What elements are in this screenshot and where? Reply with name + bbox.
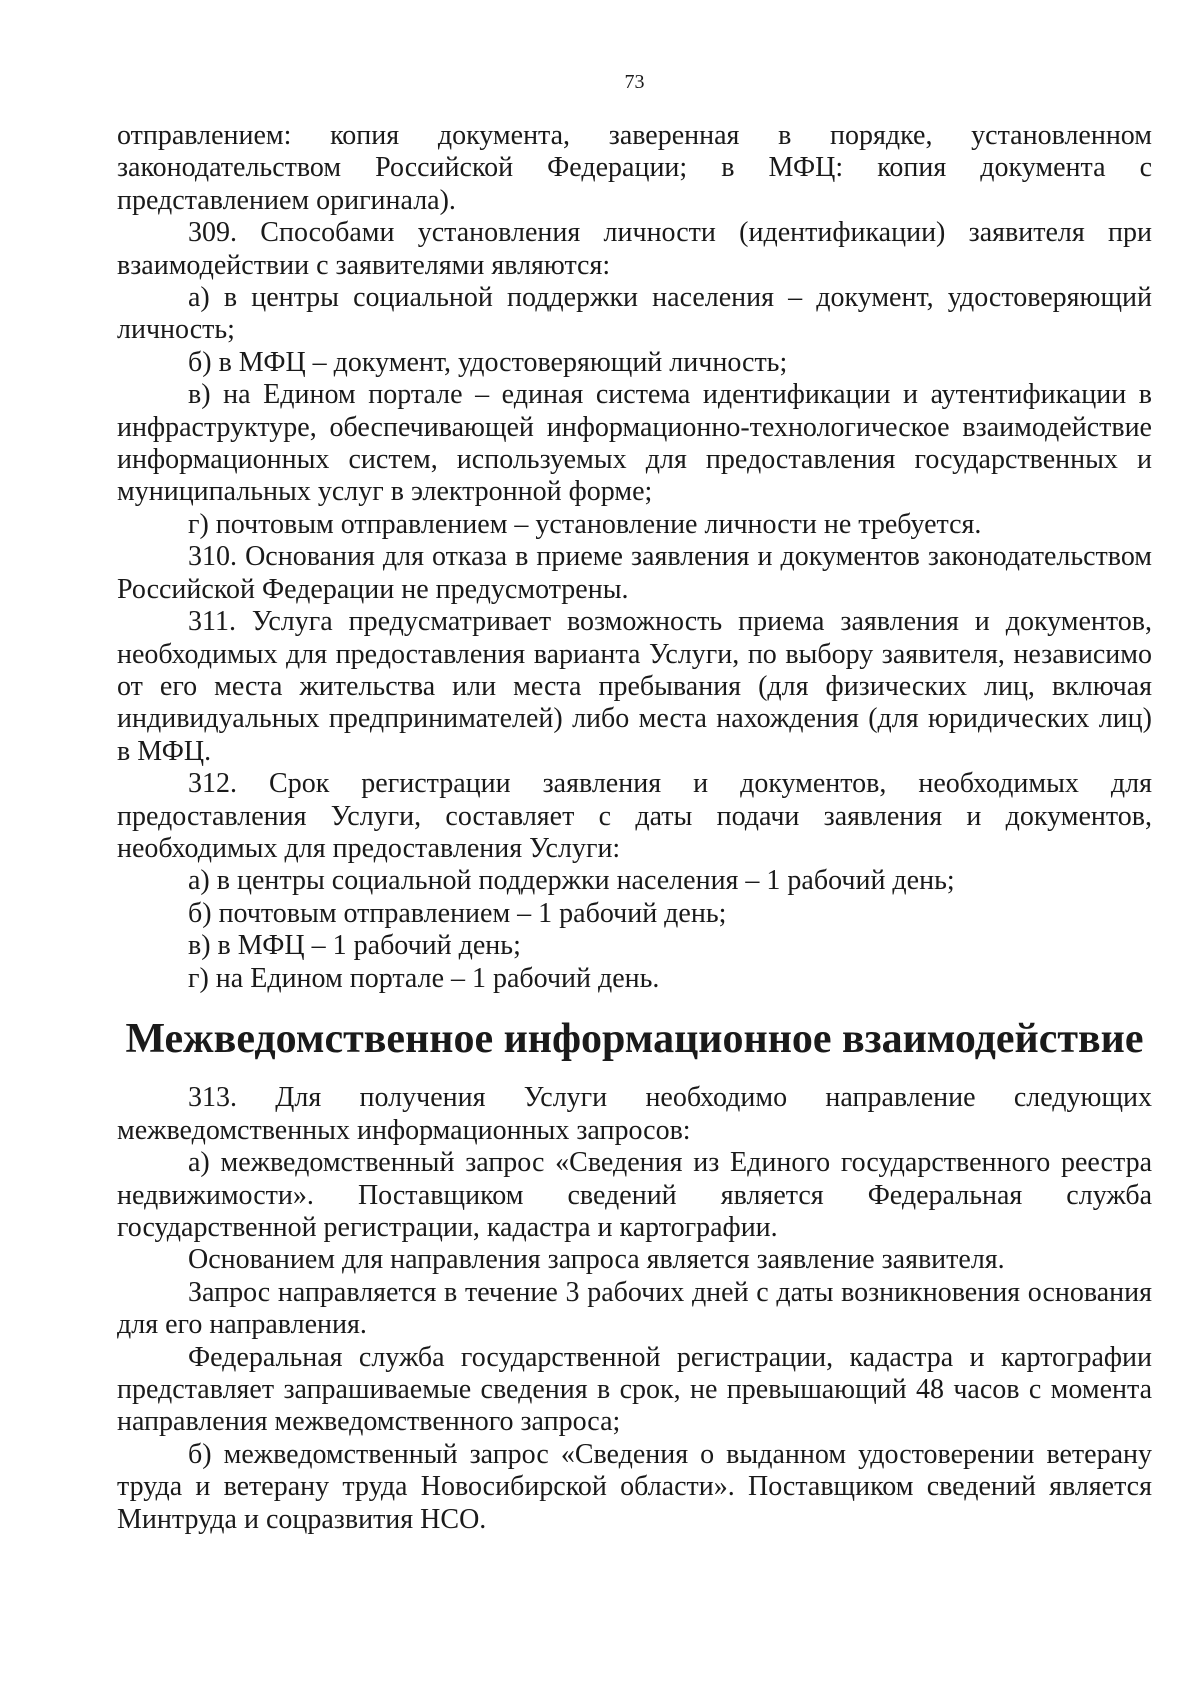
paragraph-309-g: г) почтовым отправлением – установление личности не требуется.: [188, 508, 982, 540]
paragraph-311: 311. Услуга предусматривает возможность приема заявления и документов, необходимых для предоставления варианта Услуги, по выбору заявителя, независимо от его места жительства или места пребывания (для физических лиц, включая индивидуальных предпринимателей) либо места нахождения (для юридических лиц) в МФЦ.: [117, 606, 1152, 767]
paragraph-309-v: в) на Едином портале – единая система идентификации и аутентификации в инфраструктуре, обеспечивающей информационно-технологическое взаимодействие информационных систем, используемых для предоставления государственных и муниципальных услуг в электронной форме;: [117, 379, 1152, 508]
paragraph-313-deadline: Запрос направляется в течение 3 рабочих дней с даты возникновения основания для его направления.: [117, 1276, 1152, 1341]
paragraph-309: 309. Способами установления личности (идентификации) заявителя при взаимодействии с заявителями являются:: [117, 217, 1152, 281]
page-number: 73: [624, 71, 645, 93]
paragraph-312-a: а) в центры социальной поддержки населения – 1 рабочий день;: [188, 865, 955, 897]
paragraph-312: 312. Срок регистрации заявления и документов, необходимых для предоставления Услуги, составляет с даты подачи заявления и документов, необходимых для предоставления Услуги:: [117, 768, 1152, 864]
section-heading: Межведомственное информационное взаимодействие: [125, 1015, 1144, 1062]
paragraph-313-basis: Основанием для направления запроса является заявление заявителя.: [188, 1244, 1005, 1276]
paragraph-312-v: в) в МФЦ – 1 рабочий день;: [188, 930, 521, 962]
paragraph-313-provider: Федеральная служба государственной регистрации, кадастра и картографии представляет запрашиваемые сведения в срок, не превышающий 48 часов с момента направления межведомственного запроса;: [117, 1341, 1152, 1438]
paragraph-continuation: отправлением: копия документа, заверенная в порядке, установленном законодательством Российской Федерации; в МФЦ: копия документа с представлением оригинала).: [117, 120, 1152, 216]
paragraph-312-g: г) на Едином портале – 1 рабочий день.: [188, 962, 660, 994]
paragraph-309-b: б) в МФЦ – документ, удостоверяющий личность;: [188, 346, 788, 378]
paragraph-313: 313. Для получения Услуги необходимо направление следующих межведомственных информационных запросов:: [117, 1082, 1152, 1146]
paragraph-309-a: а) в центры социальной поддержки населения – документ, удостоверяющий личность;: [117, 282, 1152, 346]
paragraph-310: 310. Основания для отказа в приеме заявления и документов законодательством Российской Федерации не предусмотрены.: [117, 541, 1152, 605]
paragraph-313-b: б) межведомственный запрос «Сведения о выданном удостоверении ветерану труда и ветерану труда Новосибирской области». Поставщиком сведений является Минтруда и соцразвития НСО.: [117, 1438, 1152, 1535]
paragraph-313-a: а) межведомственный запрос «Сведения из Единого государственного реестра недвижимости». Поставщиком сведений является Федеральная служба государственной регистрации, кадастра и картографии.: [117, 1147, 1152, 1243]
paragraph-312-b: б) почтовым отправлением – 1 рабочий день;: [188, 897, 727, 929]
document-body: [117, 120, 1152, 1536]
